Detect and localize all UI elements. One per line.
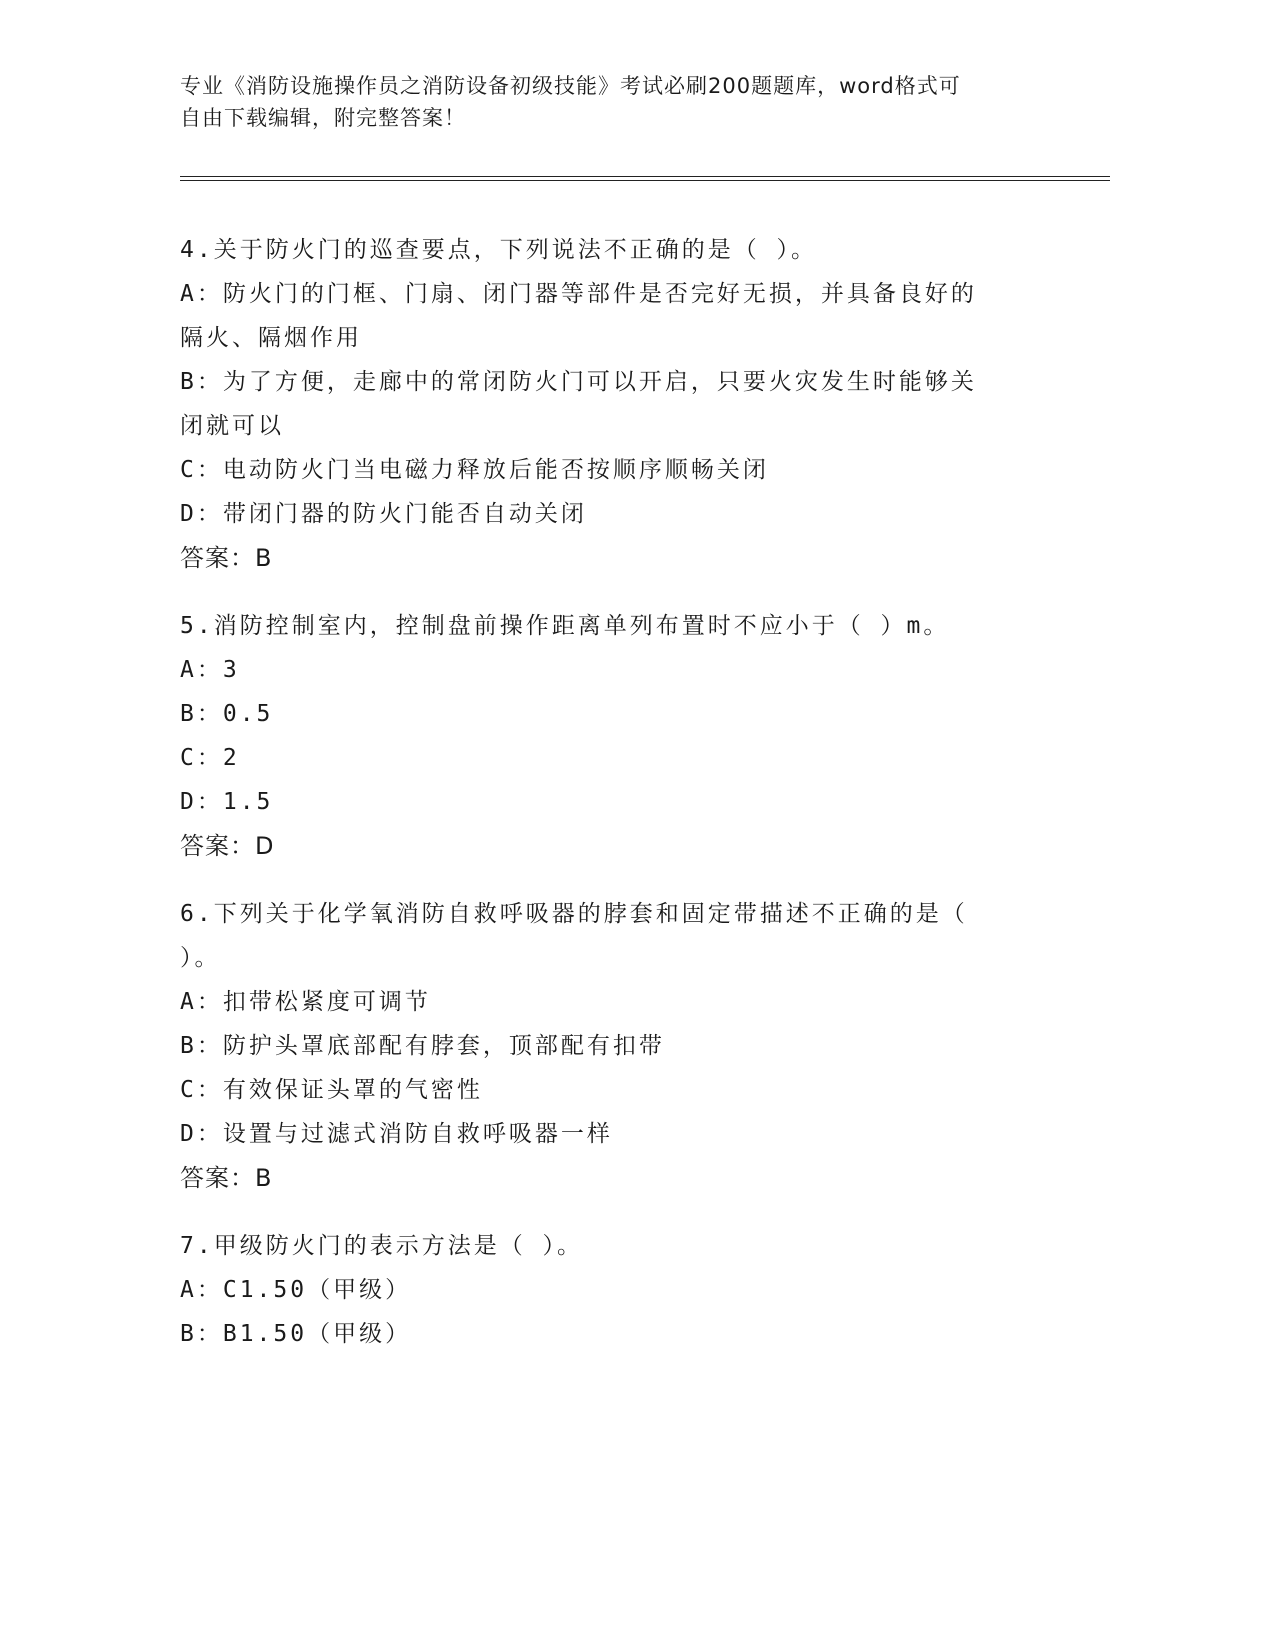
option-line: B：B1.50（甲级） — [180, 1321, 412, 1347]
question-block — [180, 1224, 1060, 1356]
option-line: 闭就可以 — [180, 413, 284, 439]
option-line: A：扣带松紧度可调节 — [180, 989, 431, 1015]
header-divider — [180, 176, 1110, 181]
header-line-1: 专业《消防设施操作员之消防设备初级技能》考试必刷200题题库，word格式可 — [180, 74, 961, 98]
option-line: B：0.5 — [180, 701, 274, 727]
option-line: A：防火门的门框、门扇、闭门器等部件是否完好无损，并具备良好的 — [180, 281, 977, 307]
question-stem: 5.消防控制室内，控制盘前操作距离单列布置时不应小于（ ）m。 — [180, 613, 950, 639]
question-stem: 6.下列关于化学氧消防自救呼吸器的脖套和固定带描述不正确的是（ — [180, 901, 968, 927]
option-line: D：设置与过滤式消防自救呼吸器一样 — [180, 1121, 613, 1147]
option-line: D：带闭门器的防火门能否自动关闭 — [180, 501, 587, 527]
header-line-2: 自由下载编辑，附完整答案！ — [180, 106, 466, 130]
option-line: D：1.5 — [180, 789, 274, 815]
option-line: A：C1.50（甲级） — [180, 1277, 412, 1303]
question-stem: ）。 — [180, 945, 221, 971]
option-line: B：为了方便，走廊中的常闭防火门可以开启，只要火灾发生时能够关 — [180, 369, 977, 395]
question-stem: 7.甲级防火门的表示方法是（ ）。 — [180, 1233, 584, 1259]
option-line: C：有效保证头罩的气密性 — [180, 1077, 483, 1103]
question-list — [180, 228, 1060, 1380]
option-line: B：防护头罩底部配有脖套，顶部配有扣带 — [180, 1033, 665, 1059]
answer-line: 答案：D — [180, 832, 275, 860]
option-line: C：电动防火门当电磁力释放后能否按顺序顺畅关闭 — [180, 457, 769, 483]
option-line: 隔火、隔烟作用 — [180, 325, 362, 351]
option-line: A：3 — [180, 657, 240, 683]
question-block — [180, 604, 1060, 868]
question-stem: 4.关于防火门的巡查要点，下列说法不正确的是（ ）。 — [180, 237, 818, 263]
question-block — [180, 228, 1060, 580]
document-header — [180, 70, 1060, 134]
answer-line: 答案：B — [180, 544, 273, 572]
question-block — [180, 892, 1060, 1200]
answer-line: 答案：B — [180, 1164, 273, 1192]
option-line: C：2 — [180, 745, 240, 771]
